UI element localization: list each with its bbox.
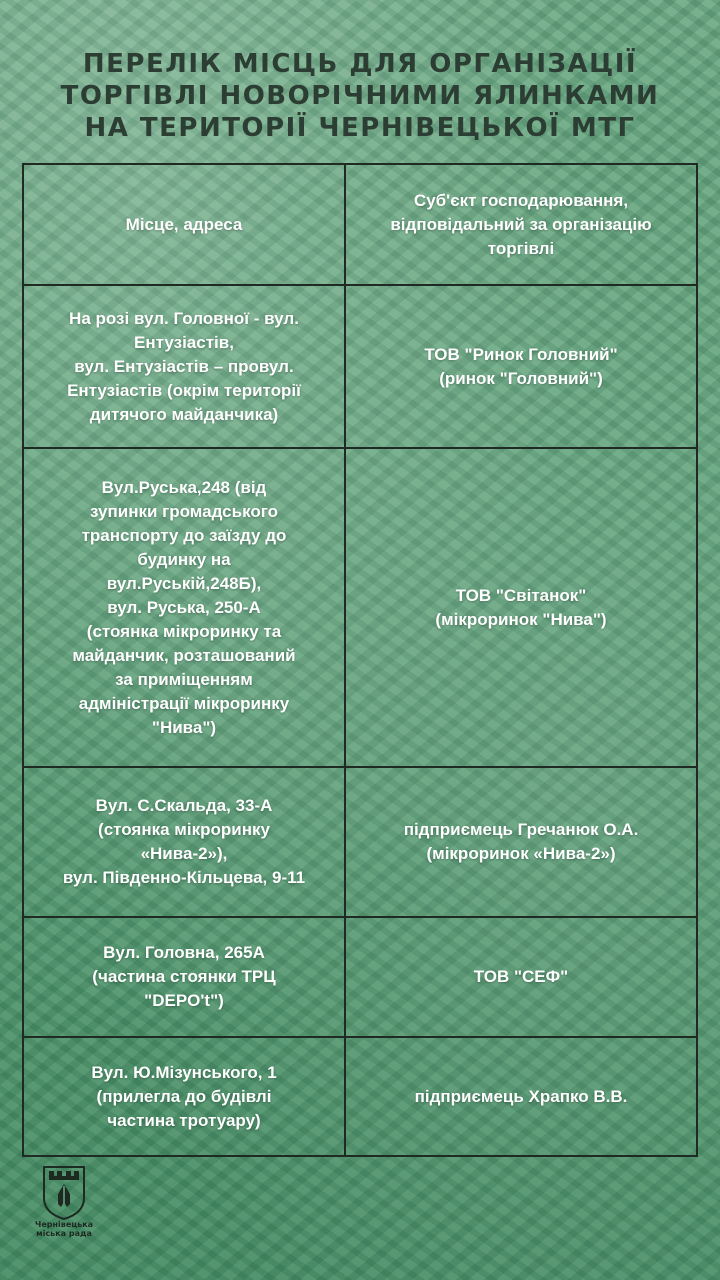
row-entity: підприємець Гречанюк О.А. (мікроринок «Нива-2») (345, 767, 697, 917)
city-council-emblem-icon (41, 1164, 87, 1220)
title-line-1: ПЕРЕЛІК МІСЦЬ ДЛЯ ОРГАНІЗАЦІЇ (82, 49, 638, 79)
title-line-2: ТОРГІВЛІ НОВОРІЧНИМИ ЯЛИНКАМИ (60, 81, 660, 111)
header-place: Місце, адреса (23, 164, 345, 285)
table-row (23, 767, 697, 917)
table-row (23, 448, 697, 767)
row-place: На розі вул. Головної - вул. Ентузіастів, вул. Ентузіастів – провул. Ентузіастів (окрім території дитячого майданчика) (23, 285, 345, 448)
table-row (23, 1037, 697, 1156)
table-header-row (23, 164, 697, 285)
table-row (23, 285, 697, 448)
page-title (0, 48, 720, 144)
logo-text: Чернівецька міська рада (34, 1220, 94, 1238)
row-place: Вул.Руська,248 (від зупинки громадського транспорту до заїзду до будинку на вул.Руській,248Б), вул. Руська, 250-А (стоянка мікроринку та майданчик, розташований за приміщенням адміністрації мікроринку "Нива") (23, 448, 345, 767)
row-entity: підприємець Храпко В.В. (345, 1037, 697, 1156)
row-entity: ТОВ "Світанок" (мікроринок "Нива") (345, 448, 697, 767)
table-row (23, 917, 697, 1037)
row-place: Вул. С.Скальда, 33-А (стоянка мікроринку «Нива-2»), вул. Південно-Кільцева, 9-11 (23, 767, 345, 917)
title-line-3: НА ТЕРИТОРІЇ ЧЕРНІВЕЦЬКОЇ МТГ (84, 113, 636, 143)
row-place: Вул. Головна, 265А (частина стоянки ТРЦ "DEPO't") (23, 917, 345, 1037)
locations-table (22, 163, 698, 1157)
city-council-logo (34, 1164, 94, 1244)
row-entity: ТОВ "СЕФ" (345, 917, 697, 1037)
header-entity: Суб'єкт господарювання, відповідальний за організацію торгівлі (345, 164, 697, 285)
row-entity: ТОВ "Ринок Головний" (ринок "Головний") (345, 285, 697, 448)
row-place: Вул. Ю.Мізунського, 1 (прилегла до будівлі частина тротуару) (23, 1037, 345, 1156)
